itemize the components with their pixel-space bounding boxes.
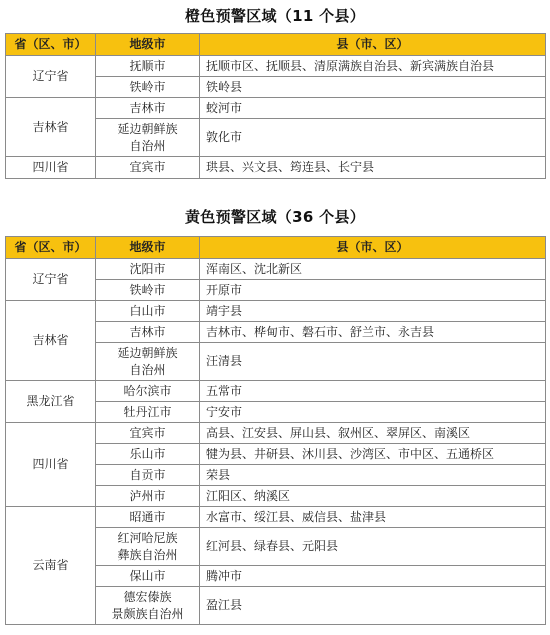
table-header-row	[6, 34, 546, 56]
county-cell: 腾冲市	[200, 566, 546, 587]
table-header-row	[6, 237, 546, 259]
city-cell: 宜宾市	[96, 423, 200, 444]
county-cell: 敦化市	[200, 119, 546, 157]
county-cell: 高县、江安县、屏山县、叙州区、翠屏区、南溪区	[200, 423, 546, 444]
orange-warning-table	[5, 33, 546, 179]
header-city: 地级市	[96, 237, 200, 259]
county-cell: 浑南区、沈北新区	[200, 259, 546, 280]
table-row	[6, 423, 546, 444]
city-cell: 延边朝鲜族 自治州	[96, 343, 200, 381]
table-row	[6, 507, 546, 528]
county-cell: 五常市	[200, 381, 546, 402]
city-cell: 昭通市	[96, 507, 200, 528]
city-cell: 泸州市	[96, 486, 200, 507]
city-cell: 德宏傣族 景颇族自治州	[96, 587, 200, 625]
city-cell: 铁岭市	[96, 280, 200, 301]
province-cell: 辽宁省	[6, 259, 96, 301]
county-cell: 盈江县	[200, 587, 546, 625]
city-cell: 自贡市	[96, 465, 200, 486]
city-cell: 沈阳市	[96, 259, 200, 280]
county-cell: 抚顺市区、抚顺县、清原满族自治县、新宾满族自治县	[200, 56, 546, 77]
header-county: 县（市、区）	[200, 34, 546, 56]
city-cell: 宜宾市	[96, 157, 200, 179]
province-cell: 吉林省	[6, 301, 96, 381]
header-province: 省（区、市）	[6, 237, 96, 259]
yellow-warning-table	[5, 236, 546, 625]
county-cell: 吉林市、桦甸市、磐石市、舒兰市、永吉县	[200, 322, 546, 343]
city-cell: 保山市	[96, 566, 200, 587]
province-cell: 辽宁省	[6, 56, 96, 98]
province-cell: 黑龙江省	[6, 381, 96, 423]
table-row	[6, 56, 546, 77]
header-city: 地级市	[96, 34, 200, 56]
province-cell: 四川省	[6, 157, 96, 179]
county-cell: 红河县、绿春县、元阳县	[200, 528, 546, 566]
city-cell: 牡丹江市	[96, 402, 200, 423]
county-cell: 蛟河市	[200, 98, 546, 119]
header-province: 省（区、市）	[6, 34, 96, 56]
city-cell: 白山市	[96, 301, 200, 322]
province-cell: 吉林省	[6, 98, 96, 157]
table-row	[6, 301, 546, 322]
county-cell: 江阳区、纳溪区	[200, 486, 546, 507]
province-cell: 云南省	[6, 507, 96, 625]
city-cell: 铁岭市	[96, 77, 200, 98]
county-cell: 开原市	[200, 280, 546, 301]
city-cell: 吉林市	[96, 322, 200, 343]
orange-warning-title: 橙色预警区域（11 个县）	[185, 7, 365, 25]
yellow-warning-title: 黄色预警区域（36 个县）	[185, 208, 365, 226]
table-row	[6, 381, 546, 402]
city-cell: 吉林市	[96, 98, 200, 119]
city-cell: 延边朝鲜族 自治州	[96, 119, 200, 157]
county-cell: 靖宇县	[200, 301, 546, 322]
table-row	[6, 259, 546, 280]
city-cell: 哈尔滨市	[96, 381, 200, 402]
table-row	[6, 98, 546, 119]
county-cell: 铁岭县	[200, 77, 546, 98]
table-row	[6, 157, 546, 179]
city-cell: 红河哈尼族 彝族自治州	[96, 528, 200, 566]
county-cell: 珙县、兴文县、筠连县、长宁县	[200, 157, 546, 179]
city-cell: 抚顺市	[96, 56, 200, 77]
county-cell: 荣县	[200, 465, 546, 486]
county-cell: 犍为县、井研县、沐川县、沙湾区、市中区、五通桥区	[200, 444, 546, 465]
header-county: 县（市、区）	[200, 237, 546, 259]
county-cell: 水富市、绥江县、威信县、盐津县	[200, 507, 546, 528]
county-cell: 宁安市	[200, 402, 546, 423]
province-cell: 四川省	[6, 423, 96, 507]
county-cell: 汪清县	[200, 343, 546, 381]
city-cell: 乐山市	[96, 444, 200, 465]
